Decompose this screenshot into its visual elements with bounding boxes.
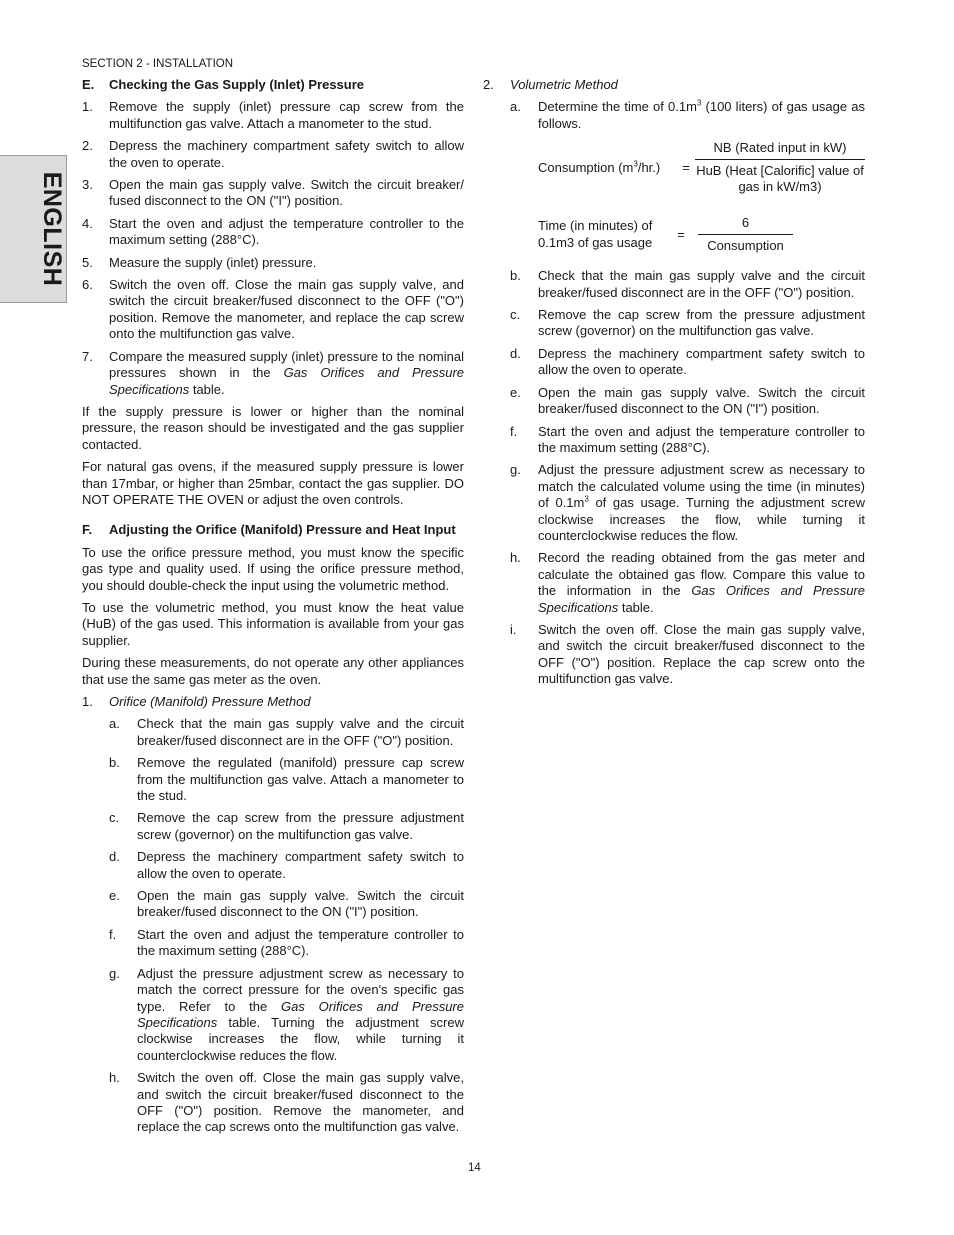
list-item: 6. Switch the oven off. Close the main gas supply valve, and switch the circuit breaker/fused disconnect to the OFF ("O") position. Remove the manometer, and replace the cap screw onto the multifunction gas valve. xyxy=(82,277,464,342)
list-item: h. Switch the oven off. Close the main gas supply valve, and switch the circuit breaker/fused disconnect to the OFF ("O") position. Remove the manometer, and replace the cap screws onto the multifunction gas valve. xyxy=(109,1070,464,1135)
list-item: a. Determine the time of $0.1m^3$ (100 liters) of gas usage as follows. xyxy=(510,99,865,131)
page-number: 14 xyxy=(468,1162,481,1174)
consumption-formula xyxy=(538,140,865,254)
list-item: 4. Start the oven and adjust the temperature controller to the maximum setting (288°C). xyxy=(82,215,464,248)
list-item: f. Start the oven and adjust the temperature controller to the maximum setting (288°C). xyxy=(510,423,865,455)
paragraph: If the supply pressure is lower or higher than the nominal pressure, the reason should be investigated and the gas supplier contacted. xyxy=(82,403,464,452)
list-item: c. Remove the cap screw from the pressure adjustment screw (governor) on the multifunction gas valve. xyxy=(510,307,865,339)
list-item: 5. Measure the supply (inlet) pressure. xyxy=(82,254,317,270)
list-item: g. Adjust the pressure adjustment screw as necessary to match the calculated volume using the time (in minutes) of $0.1m^3$ of gas usage. Turning the adjustment screw clockwise increases the flow, while turning it counterclockwise reduces the flow. xyxy=(510,462,865,543)
heading-e: E. Checking the Gas Supply (Inlet) Pressure xyxy=(82,77,365,92)
fraction xyxy=(698,215,793,254)
language-tab-label: ENGLISH xyxy=(38,171,67,287)
list-item: b. Remove the regulated (manifold) pressure cap screw from the multifunction gas valve. Attach a manometer to the stud. xyxy=(109,755,464,804)
method-heading: 1. Orifice (Manifold) Pressure Method xyxy=(82,694,311,709)
list-item: 1. Remove the supply (inlet) pressure cap screw from the multifunction gas valve. Attach a manometer to the stud. xyxy=(82,99,464,131)
list-item: i. Switch the oven off. Close the main gas supply valve, and switch the circuit breaker/fused disconnect to the OFF ("O") position. Replace the cap screw onto the multifunction gas valve. xyxy=(510,621,865,687)
denominator: HuB (Heat [Calorific] value of gas in kW/m3) xyxy=(695,159,865,196)
list-item: b. Check that the main gas supply valve and the circuit breaker/fused disconnect are in the OFF ("O") position. xyxy=(510,268,865,300)
formula-label: Consumption $(m^3/hr.)$ xyxy=(538,159,661,175)
list-item: d. Depress the machinery compartment safety switch to allow the oven to operate. xyxy=(109,849,464,881)
list-item: 2. Depress the machinery compartment safety switch to allow the oven to operate. xyxy=(82,138,464,170)
paragraph: During these measurements, do not operate any other appliances that use the same gas meter as the oven. xyxy=(82,655,464,687)
method-heading: 2. Volumetric Method xyxy=(483,77,618,92)
list-item: g. Adjust the pressure adjustment screw as necessary to match the correct pressure for the oven's specific gas type. Refer to the Gas Orifices and Pressure Specifications table. Turning the adjustment screw clockwise increases the flow, while turning it counterclockwise reduces the flow. xyxy=(109,965,464,1063)
list-item: h. Record the reading obtained from the gas meter and calculate the obtained gas flow. Compare this value to the information in the Gas Orifices and Pressure Specifications table. xyxy=(510,550,865,615)
fraction xyxy=(695,140,865,195)
list-item: e. Open the main gas supply valve. Switch the circuit breaker/fused disconnect to the ON ("I") position. xyxy=(510,384,865,417)
list-item: f. Start the oven and adjust the temperature controller to the maximum setting (288°C). xyxy=(109,926,464,959)
section-header: SECTION 2 - INSTALLATION xyxy=(82,58,234,70)
right-column xyxy=(483,77,865,694)
paragraph: For natural gas ovens, if the measured supply pressure is lower than 17mbar, or higher than 25mbar, contact the gas supplier. DO NOT OPERATE THE OVEN or adjust the oven controls. xyxy=(82,459,464,507)
list-item: c. Remove the cap screw from the pressure adjustment screw (governor) on the multifunction gas valve. xyxy=(109,810,464,842)
list-item: 3. Open the main gas supply valve. Switch the circuit breaker/ fused disconnect to the ON ("I") position. xyxy=(82,177,464,209)
heading-f: F. Adjusting the Orifice (Manifold) Pressure and Heat Input xyxy=(82,522,456,538)
paragraph: To use the volumetric method, you must know the heat value (HuB) of the gas used. This information is available from your gas supplier. xyxy=(82,599,464,648)
equals-sign: = xyxy=(677,226,685,242)
numerator: 6 xyxy=(741,215,750,231)
list-item: e. Open the main gas supply valve. Switch the circuit breaker/fused disconnect to the ON ("I") position. xyxy=(109,888,464,920)
denominator: Consumption xyxy=(698,234,793,254)
equals-sign: = xyxy=(682,159,690,175)
list-item: 7. Compare the measured supply (inlet) pressure to the nominal pressures shown in the Gas Orifices and Pressure Specifications table. xyxy=(82,348,465,397)
list-item: d. Depress the machinery compartment safety switch to allow the oven to operate. xyxy=(510,345,865,378)
left-column xyxy=(82,77,464,1142)
formula-label: Time (in minutes) of 0.1m3 of gas usage xyxy=(538,218,653,250)
paragraph: To use the orifice pressure method, you must know the specific gas type and quality used. If using the orifice pressure method, you should double-check the input using the volumetric method. xyxy=(82,544,464,593)
list-item: a. Check that the main gas supply valve and the circuit breaker/fused disconnect are in the OFF ("O") position. xyxy=(109,716,464,748)
numerator: NB (Rated input in kW) xyxy=(713,140,847,156)
